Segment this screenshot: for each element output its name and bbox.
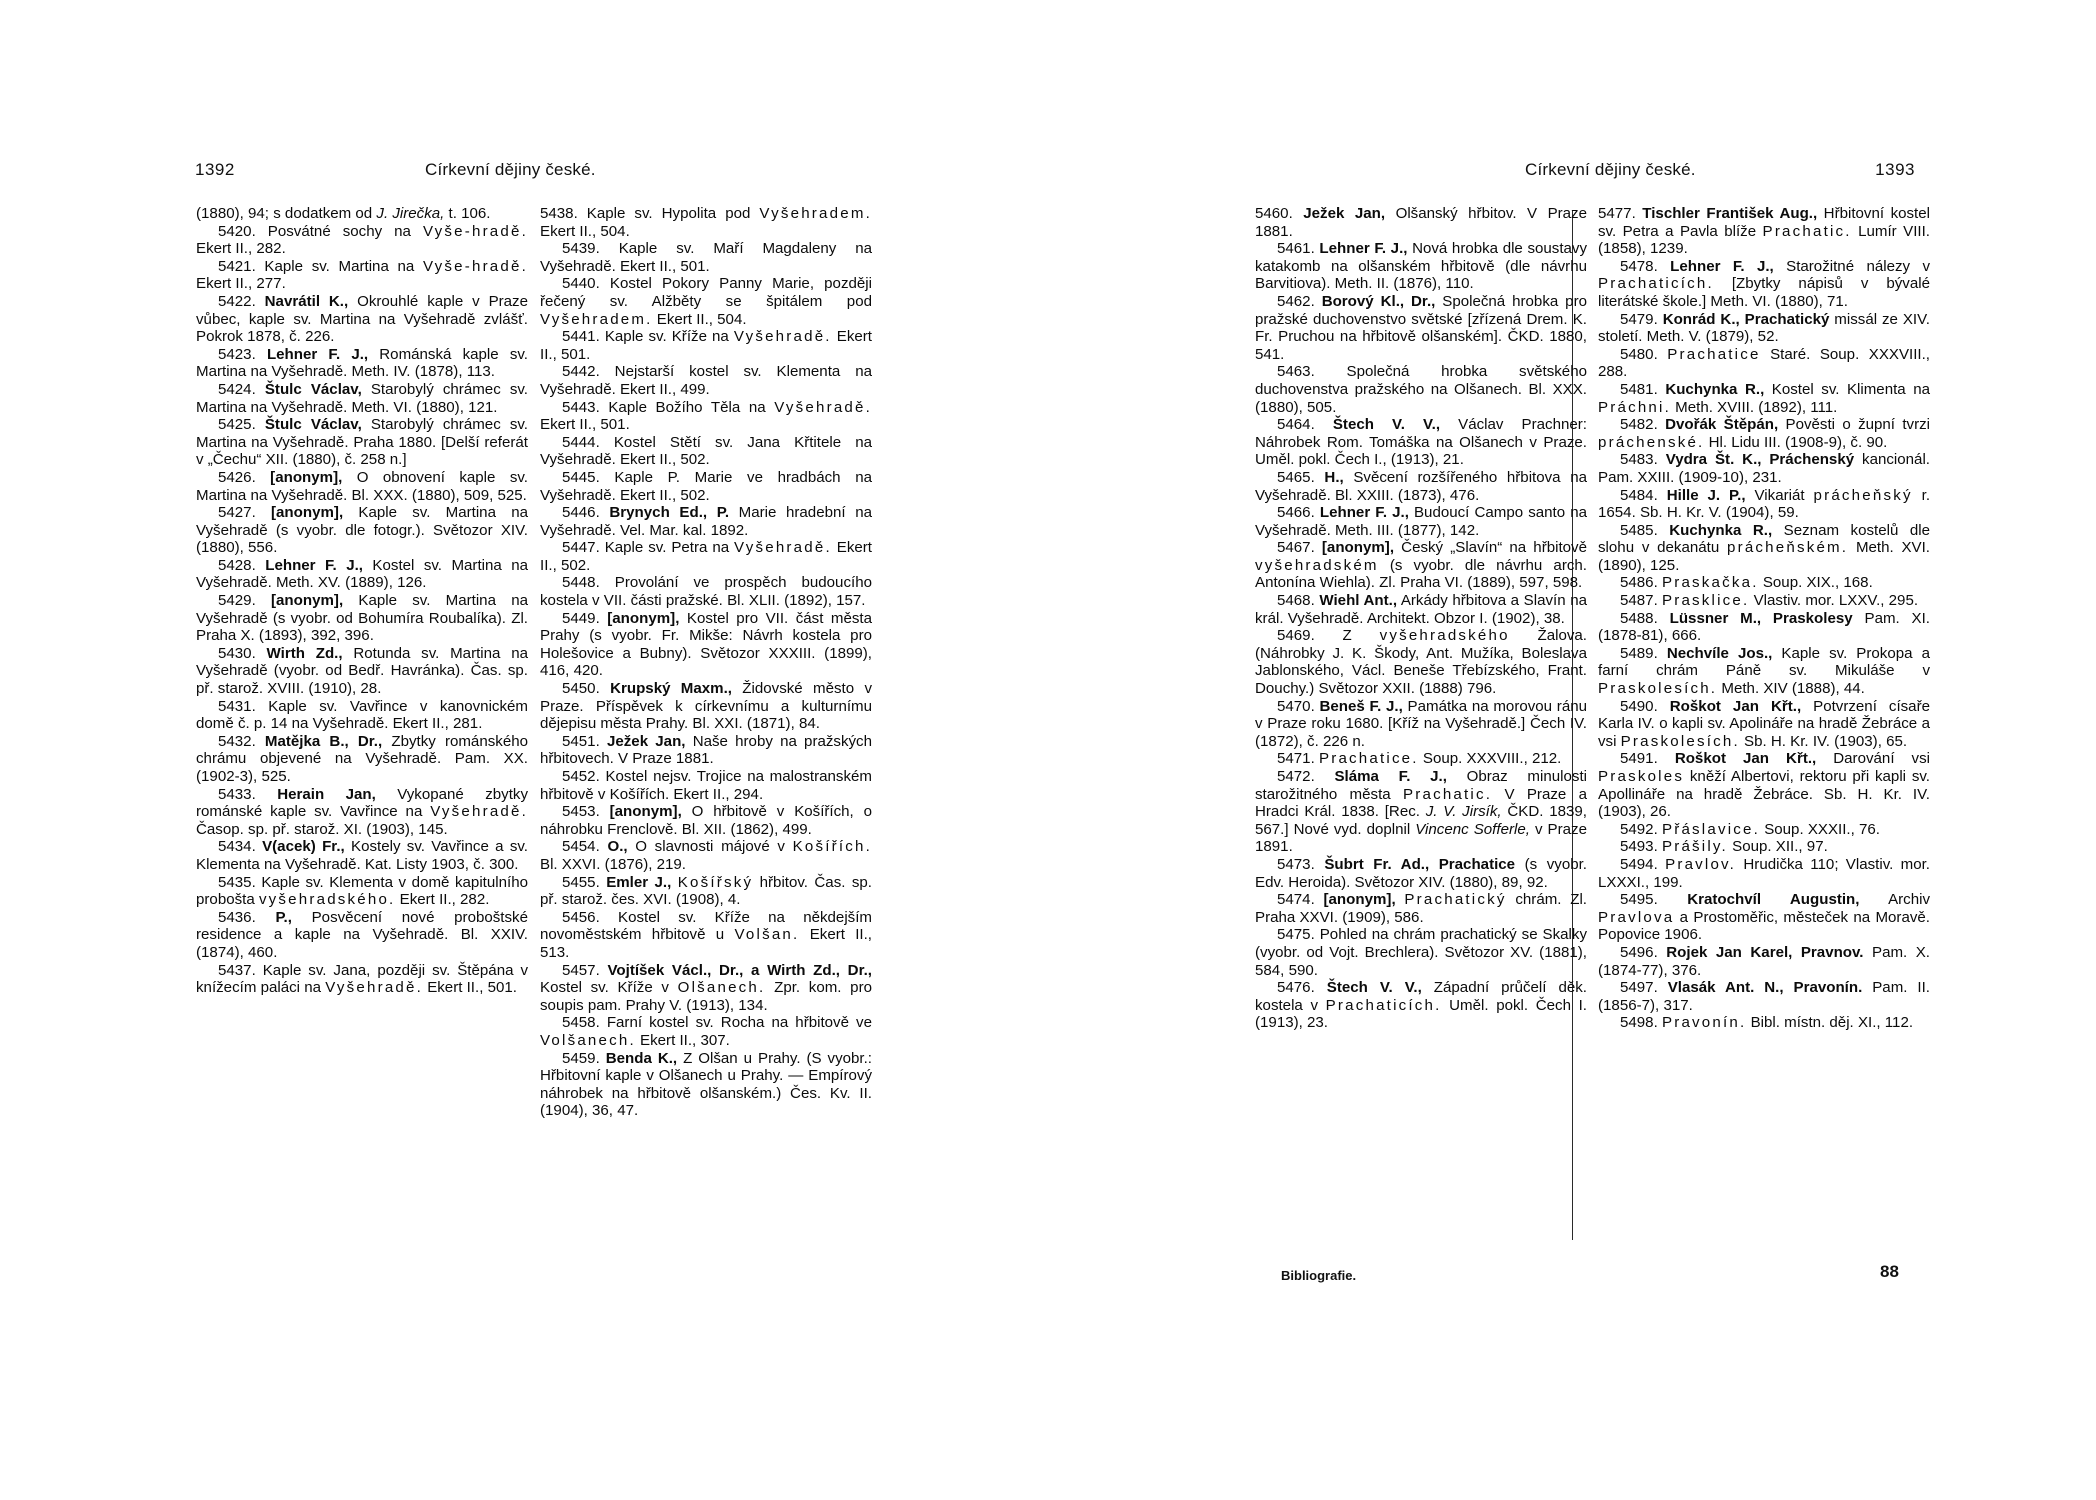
- bibliography-entry: 5428. Lehner F. J., Kostel sv. Martina na Vyšehradě. Meth. XV. (1889), 126.: [196, 556, 529, 592]
- folio-left: 1392: [195, 160, 235, 179]
- bibliography-entry: 5436. P., Posvěcení nové proboštské residence a kaple na Vyšehradě. Bl. XXIV. (1874), 460.: [196, 908, 528, 961]
- bibliography-entry: 5429. [anonym], Kaple sv. Martina na Vyšehradě (s vyobr. od Bohumíra Roubalíka). Zl. Praha X. (1893), 392, 396.: [196, 592, 528, 645]
- bibliography-entry: 5489. Nechvíle Jos., Kaple sv. Prokopa a farní chrám Páně sv. Mikuláše v Praskolesích. Meth. XIV (1888), 44.: [1598, 644, 1930, 698]
- signature-mark: 88: [1880, 1262, 1899, 1281]
- bibliography-entry: 5425. Štulc Václav, Starobylý chrámec sv. Martina na Vyšehradě. Praha 1880. [Delší referát v „Čechu“ XII. (1880), č. 258 n.]: [196, 416, 528, 469]
- bibliography-entry: 5445. Kaple P. Marie ve hradbách na Vyšehradě. Ekert II., 502.: [540, 468, 872, 504]
- bibliography-entry: 5484. Hille J. P., Vikariát prácheňský r. 1654. Sb. H. Kr. V. (1904), 59.: [1598, 486, 1931, 522]
- bibliography-entry: 5452. Kostel nejsv. Trojice na malostranském hřbitově v Košířích. Ekert II., 294.: [540, 768, 872, 803]
- bibliography-entry: 5494. Pravlov. Hrudička 110; Vlastiv. mor. LXXXI., 199.: [1598, 855, 1930, 891]
- bibliography-entry: 5433. Herain Jan, Vykopané zbytky románské kaple sv. Vavřince na Vyšehradě. Časop. sp. př. starož. XI. (1903), 145.: [196, 785, 529, 838]
- running-head-row: [195, 160, 1915, 184]
- bibliography-entry: 5470. Beneš F. J., Památka na morovou ránu v Praze roku 1680. [Kříž na Vyšehradě.] Čech IV. (1872), č. 226 n.: [1255, 697, 1588, 750]
- bibliography-entry: 5463. Společná hrobka světského duchovenstva pražského na Olšanech. Bl. XXX. (1880), 505.: [1255, 363, 1587, 416]
- bibliography-entry: 5444. Kostel Stětí sv. Jana Křtitele na Vyšehradě. Ekert II., 502.: [540, 433, 872, 469]
- bibliography-entry: 5423. Lehner F. J., Románská kaple sv. Martina na Vyšehradě. Meth. IV. (1878), 113.: [196, 345, 528, 381]
- bibliography-entry: 5455. Emler J., Košířský hřbitov. Čas. sp. př. starož. čes. XVI. (1908), 4.: [540, 873, 872, 909]
- text-column-4: [1598, 205, 1930, 1032]
- bibliography-entry: 5457. Vojtíšek Václ., Dr., a Wirth Zd., Dr., Kostel sv. Kříže v Olšanech. Zpr. kom. pro soupis pam. Prahy V. (1913), 134.: [540, 961, 872, 1014]
- bibliography-entry: 5431. Kaple sv. Vavřince v kanovnickém domě č. p. 14 na Vyšehradě. Ekert II., 281.: [196, 697, 528, 733]
- text-column-1: [196, 205, 528, 997]
- running-head-left: Církevní dějiny české.: [425, 160, 596, 179]
- bibliography-entry: 5482. Dvořák Štěpán, Pověsti o župní tvrzi práchenské. Hl. Lidu III. (1908-9), č. 90.: [1598, 416, 1931, 451]
- bibliography-entry: 5479. Konrád K., Prachatický missál ze XIV. století. Meth. V. (1879), 52.: [1598, 310, 1930, 346]
- bibliography-entry: 5446. Brynych Ed., P. Marie hradební na Vyšehradě. Vel. Mar. kal. 1892.: [540, 504, 872, 539]
- bibliography-entry: 5450. Krupský Maxm., Židovské město v Praze. Příspěvek k církevnímu a kulturnímu dějepisu města Prahy. Bl. XXI. (1871), 84.: [540, 680, 872, 733]
- bibliography-entry: 5435. Kaple sv. Klementa v domě kapitulního probošta vyšehradského. Ekert II., 282.: [196, 873, 528, 909]
- bibliography-entry: 5439. Kaple sv. Maří Magdaleny na Vyšehradě. Ekert II., 501.: [540, 240, 872, 275]
- text-column-3: [1255, 205, 1587, 1032]
- bibliography-entry: 5451. Ježek Jan, Naše hroby na pražských hřbitovech. V Praze 1881.: [540, 732, 872, 768]
- bibliography-entry: 5475. Pohled na chrám prachatický se Skalky (vyobr. od Vojt. Brechlera). Světozor XV. (1881), 584, 590.: [1255, 926, 1587, 979]
- bibliography-entry: 5442. Nejstarší kostel sv. Klementa na Vyšehradě. Ekert II., 499.: [540, 363, 872, 398]
- bibliography-entry: 5486. Praskačka. Soup. XIX., 168.: [1620, 574, 1873, 592]
- bibliography-entry: 5490. Roškot Jan Křt., Potvrzení císaře Karla IV. o kapli sv. Apolináře na hradě Žebráce a vsi Praskolesích. Sb. H. Kr. IV. (1903), 65.: [1598, 697, 1931, 750]
- bibliography-entry: 5437. Kaple sv. Jana, později sv. Štěpána v knížecím paláci na Vyšehradě. Ekert II., 501.: [196, 961, 528, 997]
- bibliography-entry: 5448. Provolání ve prospěch budoucího kostela v VII. části pražské. Bl. XLII. (1892), 157.: [540, 574, 872, 610]
- bibliography-entry: 5481. Kuchynka R., Kostel sv. Klimenta na Práchni. Meth. XVIII. (1892), 111.: [1598, 380, 1931, 416]
- bibliography-entry: 5467. [anonym], Český „Slavín“ na hřbitově vyšehradském (s vyobr. dle návrhu arch. Antonína Wiehla). Zl. Praha VI. (1889), 597, 598.: [1255, 539, 1587, 592]
- bibliography-entry: 5441. Kaple sv. Kříže na Vyšehradě. Ekert II., 501.: [540, 328, 872, 363]
- bibliography-entry: 5449. [anonym], Kostel pro VII. část města Prahy (s vyobr. Fr. Mikše: Návrh kostela pro Holešovice a Bubny). Světozor XXXIII. (1899), 416, 420.: [540, 609, 873, 680]
- bibliography-entry: 5440. Kostel Pokory Panny Marie, později řečený sv. Alžběty se špitálem pod Vyšehradem. Ekert II., 504.: [540, 275, 872, 328]
- bibliography-entry: 5454. O., O slavnosti májové v Košířích. Bl. XXVI. (1876), 219.: [540, 838, 872, 873]
- bibliography-entry: 5447. Kaple sv. Petra na Vyšehradě. Ekert II., 502.: [540, 539, 872, 574]
- bibliography-entry: 5498. Pravonín. Bibl. místn. děj. XI., 112.: [1620, 1014, 1914, 1032]
- bibliography-entry: 5424. Štulc Václav, Starobylý chrámec sv. Martina na Vyšehradě. Meth. VI. (1880), 121.: [196, 380, 528, 416]
- bibliography-entry: 5485. Kuchynka R., Seznam kostelů dle slohu v dekanátu prácheňském. Meth. XVI. (1890), 125.: [1598, 521, 1930, 574]
- bibliography-entry: 5469. Z vyšehradského Žalova. (Náhrobky J. K. Škody, Ant. Mužíka, Boleslava Jablonského, Václ. Beneše Třebízského, Frant. Douchy.) Světozor XXII. (1888) 796.: [1255, 627, 1587, 698]
- bibliography-entry: 5459. Benda K., Z Olšan u Prahy. (S vyobr.: Hřbitovní kaple v Olšanech u Prahy. — Empírový náhrobek na hřbitově olšanském.) Čes. Kv. II. (1904), 36, 47.: [540, 1049, 872, 1120]
- bibliography-entry: 5426. [anonym], O obnovení kaple sv. Martina na Vyšehradě. Bl. XXX. (1880), 509, 525.: [196, 468, 528, 504]
- bibliography-entry: 5487. Prasklice. Vlastiv. mor. LXXV., 295.: [1620, 592, 1919, 610]
- bibliography-entry: 5478. Lehner F. J., Starožitné nálezy v Prachaticích. [Zbytky nápisů v bývalé literátské škole.] Meth. VI. (1880), 71.: [1598, 257, 1931, 310]
- bibliography-entry: 5421. Kaple sv. Martina na Vyše-hradě. Ekert II., 277.: [196, 257, 528, 293]
- bibliography-entry: 5427. [anonym], Kaple sv. Martina na Vyšehradě (s vyobr. dle fotogr.). Světozor XIV. (1880), 556.: [196, 504, 528, 557]
- bibliography-entry: 5430. Wirth Zd., Rotunda sv. Martina na Vyšehradě (vyobr. od Bedř. Havránka). Čas. sp. př. starož. XVIII. (1910), 28.: [196, 644, 528, 698]
- bibliography-entry: (1880), 94; s dodatkem od J. Jirečka, t. 106.: [196, 205, 491, 222]
- folio-right: 1393: [1875, 160, 1915, 179]
- bibliography-entry: 5422. Navrátil K., Okrouhlé kaple v Praze vůbec, kaple sv. Martina na Vyšehradě zvlášť. Pokrok 1878, č. 226.: [196, 292, 529, 346]
- bibliography-entry: 5456. Kostel sv. Kříže na někdejším novoměstském hřbitově u Volšan. Ekert II., 513.: [540, 908, 872, 961]
- bibliography-entry: 5460. Ježek Jan, Olšanský hřbitov. V Praze 1881.: [1255, 205, 1587, 240]
- bibliography-entry: 5468. Wiehl Ant., Arkády hřbitova a Slavín na král. Vyšehradě. Architekt. Obzor I. (1902), 38.: [1255, 592, 1587, 627]
- bibliography-entry: 5471. Prachatice. Soup. XXXVIII., 212.: [1277, 750, 1562, 768]
- bibliography-entry: 5483. Vydra Št. K., Práchenský kancionál. Pam. XXIII. (1909-10), 231.: [1598, 451, 1930, 486]
- bibliography-entry: 5480. Prachatice Staré. Soup. XXXVIII., 288.: [1598, 345, 1930, 381]
- bibliography-entry: 5474. [anonym], Prachatický chrám. Zl. Praha XXVI. (1909), 586.: [1255, 891, 1587, 926]
- bibliography-entry: 5477. Tischler František Aug., Hřbitovní kostel sv. Petra a Pavla blíže Prachatic. Lumír VIII. (1858), 1239.: [1598, 205, 1931, 258]
- bibliography-entry: 5472. Sláma F. J., Obraz minulosti starožitného města Prachatic. V Praze a Hradci Král. 1838. [Rec. J. V. Jirsík, ČKD. 1839, 567.] Nové vyd. doplnil Vincenc Sofferle, v Praze 1891.: [1255, 768, 1588, 856]
- bibliography-entry: 5464. Štech V. V., Václav Prachner: Náhrobek Rom. Tomáška na Olšanech v Praze. Uměl. pokl. Čech I., (1913), 21.: [1255, 416, 1587, 469]
- bibliography-entry: 5438. Kaple sv. Hypolita pod Vyšehradem. Ekert II., 504.: [540, 205, 872, 240]
- bibliography-entry: 5495. Kratochvíl Augustin, Archiv Pravlova a Prostoměřic, městeček na Moravě. Popovice 1906.: [1598, 891, 1930, 944]
- footer-note: Bibliografie.: [1281, 1268, 1357, 1283]
- text-column-2: [540, 205, 872, 1120]
- bibliography-entry: 5497. Vlasák Ant. N., Pravonín. Pam. II. (1856-7), 317.: [1598, 979, 1930, 1014]
- bibliography-entry: 5488. Lüssner M., Praskolesy Pam. XI. (1878-81), 666.: [1598, 609, 1931, 645]
- bibliography-entry: 5453. [anonym], O hřbitově v Košířích, o náhrobku Frenclově. Bl. XII. (1862), 499.: [540, 803, 873, 838]
- bibliography-entry: 5420. Posvátné sochy na Vyše-hradě. Ekert II., 282.: [196, 222, 528, 258]
- bibliography-entry: 5492. Přáslavice. Soup. XXXII., 76.: [1620, 820, 1880, 838]
- bibliography-entry: 5466. Lehner F. J., Budoucí Campo santo na Vyšehradě. Meth. III. (1877), 142.: [1255, 504, 1588, 539]
- bibliography-entry: 5461. Lehner F. J., Nová hrobka dle soustavy katakomb na olšanském hřbitově (dle návrhu Barvitiova). Meth. II. (1876), 110.: [1255, 240, 1588, 293]
- bibliography-entry: 5493. Prášily. Soup. XII., 97.: [1620, 838, 1828, 856]
- bibliography-entry: 5434. V(acek) Fr., Kostely sv. Vavřince a sv. Klementa na Vyšehradě. Kat. Listy 1903, č. 300.: [196, 838, 529, 873]
- bibliography-entry: 5458. Farní kostel sv. Rocha na hřbitově ve Volšanech. Ekert II., 307.: [540, 1014, 872, 1049]
- bibliography-entry: 5496. Rojek Jan Karel, Pravnov. Pam. X. (1874-77), 376.: [1598, 943, 1930, 979]
- bibliography-entry: 5476. Štech V. V., Západní průčelí děk. kostela v Prachaticích. Uměl. pokl. Čech I. (1913), 23.: [1255, 979, 1587, 1032]
- bibliography-entry: 5443. Kaple Božího Těla na Vyšehradě. Ekert II., 501.: [540, 398, 872, 434]
- bibliography-entry: 5491. Roškot Jan Křt., Darování vsi Praskoles kněží Albertovi, rektoru při kapli sv. Apollináře na hradě Žebráce. Sb. H. Kr. IV. (1903), 26.: [1598, 750, 1930, 821]
- bibliography-entry: 5432. Matějka B., Dr., Zbytky románského chrámu objevené na Vyšehradě. Pam. XX. (1902-3), 525.: [196, 732, 528, 785]
- bibliography-entry: 5473. Šubrt Fr. Ad., Prachatice (s vyobr. Edv. Heroida). Světozor XIV. (1880), 89, 92.: [1255, 855, 1587, 891]
- bibliography-entry: 5465. H., Svěcení rozšířeného hřbitova na Vyšehradě. Bl. XXIII. (1873), 476.: [1255, 468, 1587, 504]
- bibliography-entry: 5462. Borový Kl., Dr., Společná hrobka pro pražské duchovenstvo světské [zřízená Drem. K. Fr. Pruchou na hřbitově olšanském]. ČKD. 1880, 541.: [1255, 292, 1587, 363]
- running-head-right: Církevní dějiny české.: [1525, 160, 1696, 179]
